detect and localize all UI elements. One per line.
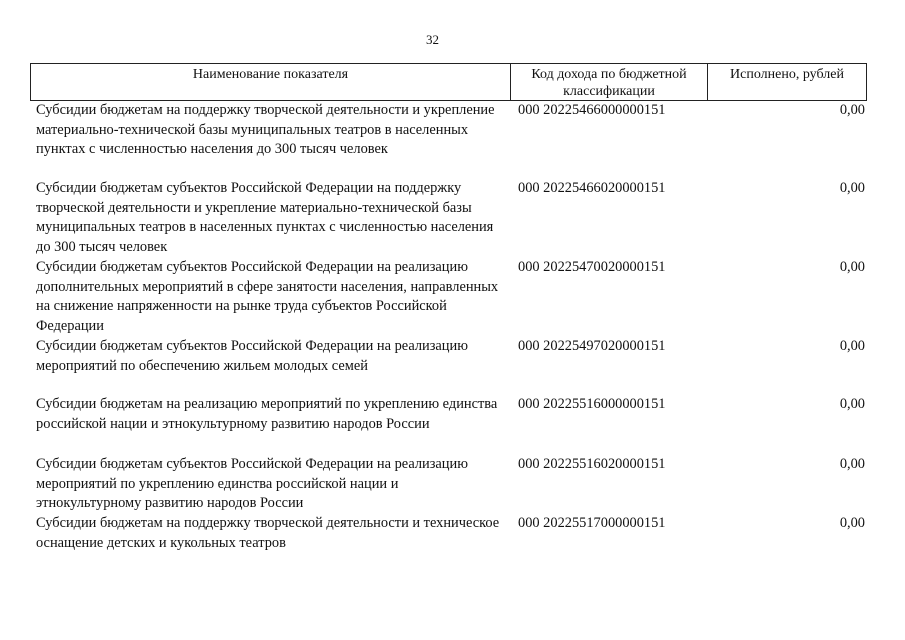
report-table xyxy=(30,63,867,554)
header-amount: Исполнено, рублей xyxy=(730,67,844,82)
row-name: Субсидии бюджетам на поддержку творческой деятельности и укрепление материально-технической базы муниципальных театров в населенных пунктах с численностью населения до 300 тысяч человек xyxy=(36,102,495,158)
row-code: 000 20225497020000151 xyxy=(518,338,666,354)
header-code: Код дохода по бюджетной классификации xyxy=(511,64,708,100)
table-body xyxy=(30,101,867,554)
table-header xyxy=(30,63,867,101)
table-row xyxy=(30,101,867,179)
row-name: Субсидии бюджетам субъектов Российской Федерации на реализацию дополнительных мероприятий в сфере занятости населения, направленных на снижение напряженности на рынке труда субъектов Российской Федерации xyxy=(36,259,499,334)
table-row xyxy=(30,179,867,258)
row-amount: 0,00 xyxy=(839,180,865,196)
table-row xyxy=(30,395,867,455)
row-name: Субсидии бюджетам на реализацию мероприятий по укреплению единства российской нации и этнокультурному развитию народов России xyxy=(36,396,498,432)
row-name: Субсидии бюджетам субъектов Российской Федерации на поддержку творческой деятельности и укрепление материально-технической базы муниципальных театров в населенных пунктах с численностью населения до 300 тысяч человек xyxy=(36,180,494,255)
row-code: 000 20225466020000151 xyxy=(518,180,666,196)
row-name: Субсидии бюджетам субъектов Российской Федерации на реализацию мероприятий по обеспечению жильем молодых семей xyxy=(36,338,468,374)
row-code: 000 20225517000000151 xyxy=(518,515,666,531)
row-amount: 0,00 xyxy=(839,396,865,412)
page-number: 32 xyxy=(426,32,439,47)
row-code: 000 20225516020000151 xyxy=(518,456,666,472)
row-amount: 0,00 xyxy=(839,456,865,472)
table-row xyxy=(30,455,867,514)
row-code: 000 20225470020000151 xyxy=(518,259,666,275)
row-name: Субсидии бюджетам субъектов Российской Федерации на реализацию мероприятий по укреплению единства российской нации и этнокультурному развитию народов России xyxy=(36,456,468,512)
table-row xyxy=(30,514,867,554)
row-code: 000 20225466000000151 xyxy=(518,102,666,118)
row-amount: 0,00 xyxy=(839,338,865,354)
table-row xyxy=(30,337,867,395)
table-row xyxy=(30,258,867,337)
row-amount: 0,00 xyxy=(839,515,865,531)
row-amount: 0,00 xyxy=(839,259,865,275)
row-code: 000 20225516000000151 xyxy=(518,396,666,412)
row-amount: 0,00 xyxy=(839,102,865,118)
header-name: Наименование показателя xyxy=(31,64,511,100)
row-name: Субсидии бюджетам на поддержку творческой деятельности и техническое оснащение детских и кукольных театров xyxy=(36,515,500,551)
